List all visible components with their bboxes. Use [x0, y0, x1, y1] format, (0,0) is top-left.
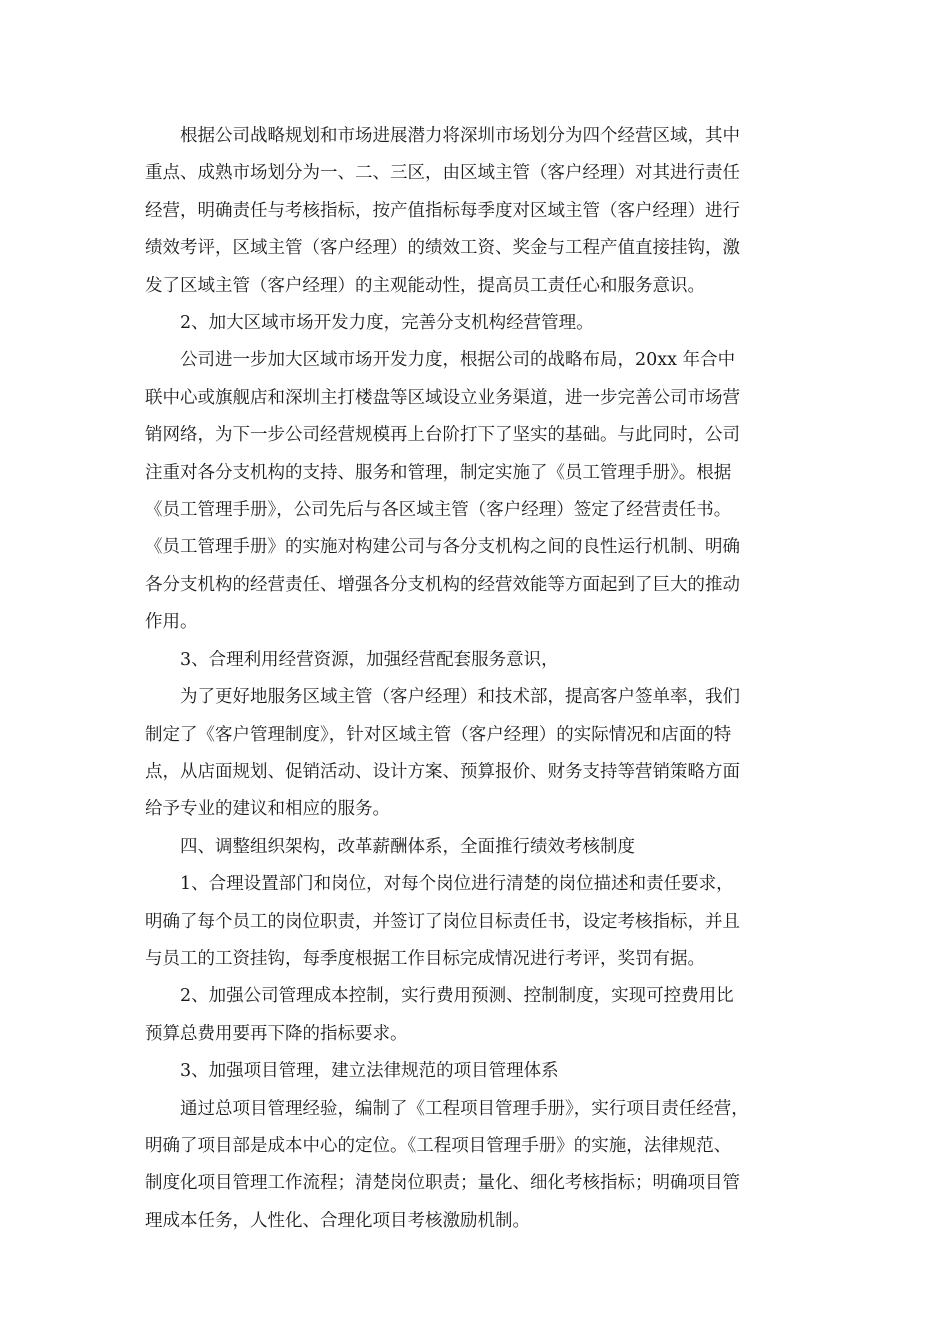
text-line: 预算总费用要再下降的指标要求。: [145, 1023, 408, 1044]
text-line: 发了区域主管（客户经理）的主观能动性，提高员工责任心和服务意识。: [145, 275, 705, 296]
paragraph-4-heading: [145, 642, 805, 679]
text-line: 明确了项目部是成本中心的定位。《工程项目管理手册》的实施，法律规范、: [145, 1135, 732, 1156]
text-line: 根据公司战略规划和市场进展潜力将深圳市场划分为四个经营区域，其中: [180, 126, 740, 146]
text-line: 3、合理利用经营资源，加强经营配套服务意识，: [180, 649, 559, 670]
text-line: 明确了每个员工的岗位职责，并签订了岗位目标责任书，设定考核指标，并且: [145, 911, 740, 932]
text-line: 理成本任务，人性化、合理化项目考核激励机制。: [145, 1210, 530, 1231]
text-line: 1、合理设置部门和岗位，对每个岗位进行清楚的岗位描述和责任要求，: [180, 874, 734, 895]
text-line: 2、加强公司管理成本控制，实行费用预测、控制制度，实现可控费用比: [180, 986, 734, 1007]
text-line: 通过总项目管理经验，编制了《工程项目管理手册》，实行项目责任经营，: [180, 1098, 749, 1119]
text-line: 联中心或旗舰店和深圳主打楼盘等区域设立业务渠道，进一步完善公司市场营: [145, 387, 740, 408]
paragraph-10: [145, 1091, 805, 1241]
text-line: 《员工管理手册》，公司先后与各区域主管（客户经理）签定了经营责任书。: [145, 500, 732, 521]
paragraph-3: [145, 342, 805, 641]
text-line: 点，从店面规划、促销活动、设计方案、预算报价、财务支持等营销策略方面: [145, 761, 740, 782]
text-line: 各分支机构的经营责任、增强各分支机构的经营效能等方面起到了巨大的推动: [145, 574, 740, 595]
text-line: 给予专业的建议和相应的服务。: [145, 799, 390, 820]
text-line: 与员工的工资挂钩，每季度根据工作目标完成情况进行考评，奖罚有据。: [145, 948, 705, 969]
text-line: 制度化项目管理工作流程；清楚岗位职责；量化、细化考核指标；明确项目管: [145, 1173, 740, 1194]
text-line: 《员工管理手册》的实施对构建公司与各分支机构之间的良性运行机制、明确: [145, 537, 740, 558]
text-line: 公司进一步加大区域市场开发力度，根据公司的战略布局，20xx 年合中: [180, 350, 736, 371]
text-line: 经营，明确责任与考核指标，按产值指标每季度对区域主管（客户经理）进行: [145, 200, 740, 221]
text-line: 绩效考评，区域主管（客户经理）的绩效工资、奖金与工程产值直接挂钩，激: [145, 238, 740, 259]
text-line: 注重对各分支机构的支持、服务和管理，制定实施了《员工管理手册》。根据: [145, 462, 732, 483]
paragraph-9-heading: [145, 1053, 805, 1090]
paragraph-2-heading: [145, 305, 805, 342]
text-line: 3、加强项目管理，建立法律规范的项目管理体系: [180, 1061, 559, 1082]
text-line: 2、加大区域市场开发力度，完善分支机构经营管理。: [180, 313, 594, 334]
text-line: 销网络，为下一步公司经营规模再上台阶打下了坚实的基础。与此同时，公司: [145, 425, 740, 446]
text-line: 四、调整组织架构，改革薪酬体系，全面推行绩效考核制度: [180, 836, 635, 857]
paragraph-8: [145, 978, 805, 1053]
paragraph-7: [145, 866, 805, 978]
section-heading-four: [145, 829, 805, 866]
document-body: [145, 118, 805, 1240]
paragraph-5: [145, 679, 805, 829]
text-line: 制定了《客户管理制度》，针对区域主管（客户经理）的实际情况和店面的特: [145, 724, 732, 745]
text-line: 重点、成熟市场划分为一、二、三区，由区域主管（客户经理）对其进行责任: [145, 163, 740, 184]
paragraph-1: [145, 118, 805, 305]
text-line: 为了更好地服务区域主管（客户经理）和技术部，提高客户签单率，我们: [180, 687, 740, 708]
text-line: 作用。: [145, 612, 198, 633]
